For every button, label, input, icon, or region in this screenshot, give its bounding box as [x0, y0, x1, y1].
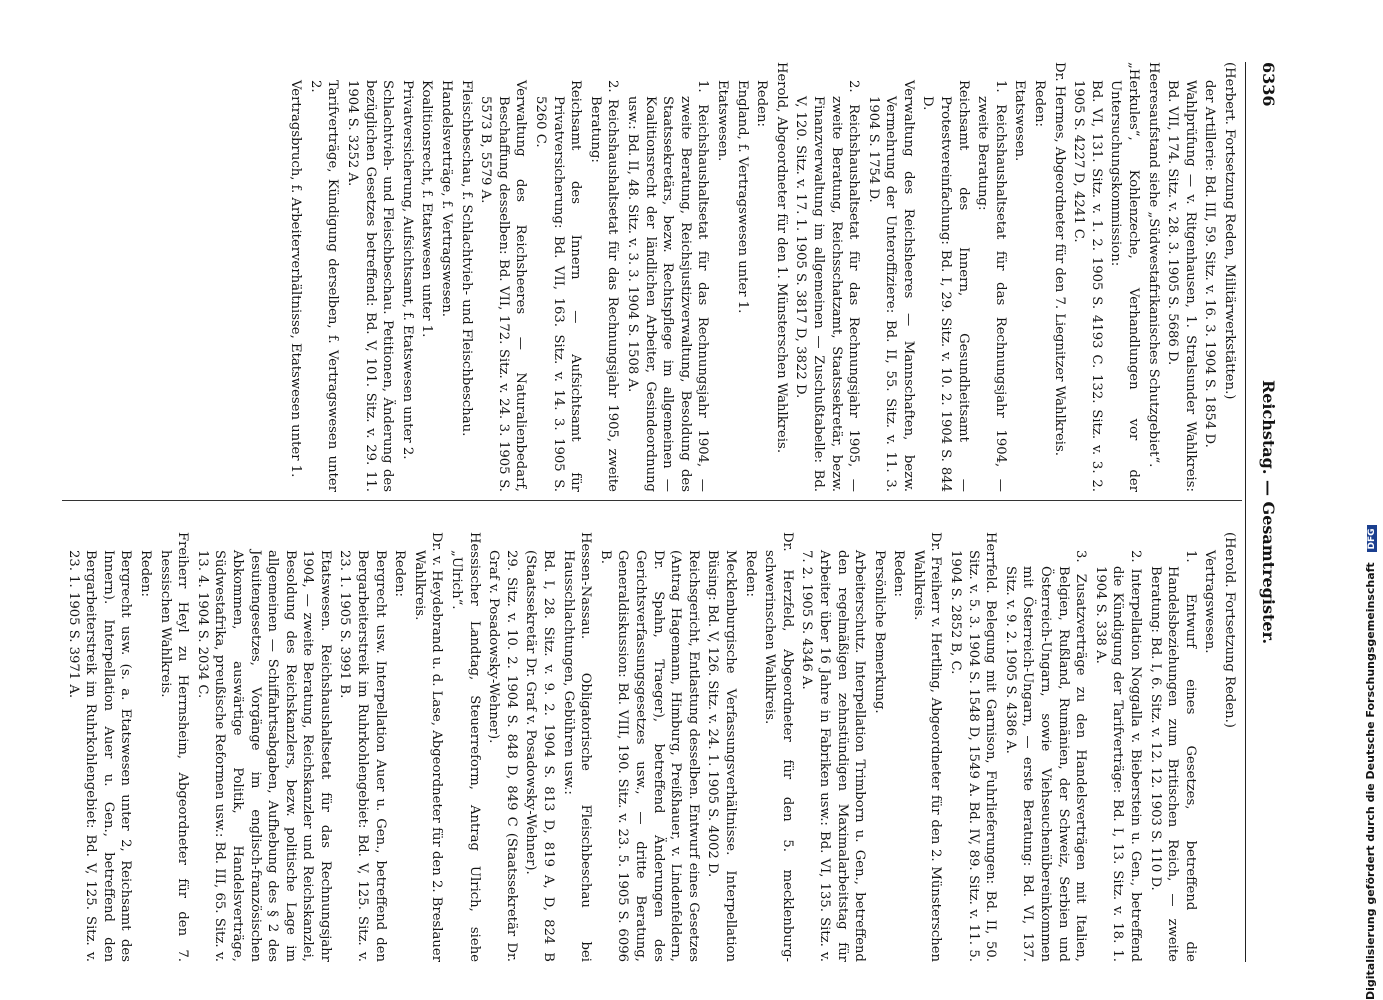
index-entry: 3. Zusatzverträge zu den Handelsverträgen mit Italien, Belgien, Rußland, Rumänien, der Schweiz, Serbien und Österreich-Ungarn, sowie Viehseuchenübereinkommen mit Österreich-Ungarn, — erste Beratung: Bd. VI, 137. Sitz. v. 9. 2. 1905 S. 4386 A. — [1002, 550, 1089, 962]
footer-credit — [1364, 0, 1377, 1000]
index-entry: Reden: — [754, 80, 770, 127]
index-entry: Reden: — [392, 550, 408, 597]
index-entry: Verwaltung des Reichsheeres — Mannschaften, bezw. Vermehrung der Unteroffiziere: Bd. II, 55. Sitz. v. 11. 3. 1904 S. 1754 D. — [865, 80, 916, 492]
index-entry: Bergrecht usw. Interpellation Auer u. Gen., betreffend den Bergarbeiterstreik im Ruhrkohlengebiet: Bd. V, 125. Sitz. v. 23. 1. 1905 S. 3991 B. — [337, 550, 388, 962]
index-entry: 2. Reichshaushaltsetat für das Rechnungsjahr 1905, zweite Beratung: — [587, 80, 621, 492]
index-entry: Arbeiterschutz. Interpellation Trimborn u. Gen., betreffend den regelmäßigen zehnstündigen Maximalarbeitstag für Arbeiter über 16 Jahre in Fabriken usw.: Bd. VI, 135. Sitz. v. 7. 2. 1905 S. 4346 A. — [799, 550, 868, 962]
index-entry: Dr. Hermes, Abgeordneter für den 7. Liegnitzer Wahlkreis. — [1051, 62, 1067, 456]
index-entry: Heeresaufstand siehe „Südwestafrikanisches Schutzgebiet“. — [1145, 62, 1161, 468]
index-entry: Reden: — [891, 550, 907, 597]
index-entry: Bd. VI, 131. Sitz. v. 1. 2. 1905 S. 4193 C. 132. Sitz. v. 3. 2. 1905 S. 4227 D, 4241 C. — [1071, 80, 1104, 492]
footer-text: Digitalisierung gefördert durch die Deutsche Forschungsgemeinschaft — [1364, 562, 1377, 1000]
index-entry: 1. Reichshaushaltsetat für das Rechnungsjahr 1904, — zweite Beratung: — [975, 80, 1008, 492]
index-entry: „Herkules“, Kohlenzeche, Verhandlungen vor der Untersuchungskommission: — [1108, 62, 1142, 492]
right-column — [62, 532, 1238, 962]
left-column — [285, 62, 1238, 492]
index-entry: Reichsgericht, Entlastung desselben. Entwurf eines Gesetzes (Antrag Hagemann, Himburg, Preißhauer, v. Lindenfeldern, Dr. Spahn, Traeger), betreffend Änderungen des Gerichtsverfassungsgesetzes usw., — dritte Beratung, Generaldiskussion: Bd. VIII, 190. Sitz. v. 23. 5. 1905 S. 6096 B. — [597, 550, 701, 962]
index-entry: Fleischbeschau, f. Schlachtvieh- und Fleischbeschau. — [458, 80, 474, 437]
page-number: 6336 — [1259, 62, 1278, 107]
index-entry: Dr. Herzfeld, Abgeordneter für den 5. mecklenburg-schwerinschen Wahlkreis. — [762, 532, 795, 962]
index-entry: Schlachtvieh- und Fleischbeschau. Petitionen, Änderung des bezüglichen Gesetzes betreffend: Bd. V, 101. Sitz. v. 29. 11. 1904 S. 3252 A. — [345, 80, 396, 492]
index-entry: Etatswesen. — [1012, 80, 1028, 162]
index-entry: Reden: — [1032, 80, 1048, 127]
index-entry: Reichsamt des Innern, Gesundheitsamt — Protestvereinfachung: Bd. I, 29. Sitz. v. 10. 2. 1904 S. 844 D. — [920, 80, 971, 492]
index-entry: Privatversicherung, Aufsichtsamt, f. Etatswesen unter 2. — [399, 80, 415, 460]
index-entry: 1. Reichshaushaltsetat für das Rechnungsjahr 1904, — zweite Beratung, Reichsjustizverwaltung, Besoldung des Staatssekretärs, bezw. Rechtspflege im allgemeinen — Koalitionsrecht der ländlichen Arbeiter, Gesindeordnung usw.: Bd. II, 48. Sitz. v. 3. 3. 1904 S. 1508 A. — [625, 80, 711, 492]
index-entry: Handelsverträge, f. Vertragswesen. — [439, 80, 455, 317]
index-entry: Hessischer Landtag, Steuerreform, Antrag Ulrich, siehe „Ulrich“. — [449, 532, 482, 962]
dfg-logo: DFG — [1367, 525, 1377, 552]
index-entry: Bd. I, 28. Sitz. v. 9. 2. 1904 S. 813 D, 819 A, D, 824 B (Staatssekretär Dr. Graf v. Posadowsky-Wehner). — [523, 550, 557, 962]
index-entry: Verwaltung des Reichsheeres — Naturalienbedarf, Beschaffung desselben: Bd. VII, 172. Sitz. v. 24. 3. 1905 S. 5573 B, 5579 A. — [478, 80, 529, 492]
index-entry: Persönliche Bemerkung. — [871, 550, 887, 714]
index-entry: England, f. Vertragswesen unter 1. — [734, 80, 750, 314]
index-entry: der Artillerie: Bd. III, 59. Sitz. v. 16. 3. 1904 S. 1854 D. — [1202, 80, 1218, 448]
index-entry: Herold, Abgeordneter für den 1. Münsterschen Wahlkreis. — [773, 62, 789, 454]
index-entry: Reden: — [742, 550, 758, 597]
column-divider — [62, 500, 1242, 501]
index-entry: (Herbert. Fortsetzung Reden, Militärwerkstätten.) — [1222, 62, 1237, 400]
page-header — [1248, 62, 1278, 962]
index-entry: Koalitionsrecht, f. Etatswesen unter 1. — [419, 80, 435, 338]
index-entry: Wahlprüfung — v. Ritgenhausen, 1. Stralsunder Wahlkreis: Bd. VII, 174. Sitz. v. 28. 3. 1905 S. 5686 D. — [1165, 80, 1198, 492]
index-entry: Reichsamt des Innern — Aufsichtsamt für Privatversicherung: Bd. VII, 163. Sitz. v. 14. 3. 1905 S. 5260 C. — [533, 80, 584, 492]
index-entry: Mecklenburgische Verfassungsverhältnisse. Interpellation Büsing: Bd. V, 126. Sitz. v. 24. 1. 1905 S. 4002 D. — [705, 550, 738, 962]
index-entry: Hessen-Nassau. Obligatorische Fleischbeschau bei Hausschlachtungen, Gebühren usw.: — [560, 532, 594, 962]
index-entry: Tarifverträge, Kündigung derselben, f. Vertragswesen unter 2. — [307, 80, 341, 492]
index-entry: Dr. Freiherr v. Hertling, Abgeordneter für den 2. Münsterschen Wahlkreis. — [910, 532, 944, 962]
index-entry: Freiherr Heyl zu Herrnsheim, Abgeordneter für den 7. hessischen Wahlkreis. — [157, 532, 191, 962]
index-entry: Reden: — [137, 550, 153, 597]
index-entry: Dr. v. Heydebrand u. d. Lase, Abgeordneter für den 2. Breslauer Wahlkreis. — [411, 532, 445, 962]
index-entry: Etatswesen. — [714, 80, 730, 162]
index-entry: (Herold. Fortsetzung Reden.) — [1222, 532, 1237, 728]
index-entry: Vertragsbruch, f. Arbeiterverhältnisse, Etatswesen unter 1. — [288, 80, 304, 478]
index-entry: 2. Reichshaushaltsetat für das Rechnungsjahr 1905, — zweite Beratung, Reichsschatzamt, Staatssekretär, bezw. Finanzverwaltung im allgemeinen — Zuschußtabelle: Bd. V, 120. Sitz. v. 17. 1. 1905 S. 3817 D, 3822 D. — [793, 80, 862, 492]
index-entry: Etatswesen. Reichshaushaltsetat für das Rechnungsjahr 1904, — zweite Beratung, Reichskanzler und Reichskanzlei, Besoldung des Reichskanzlers, bezw. politische Lage im allgemeinen — Schiffahrtsabgaben, Aufhebung des § 2 des Jesuitengesetzes, Vorgänge im englisch-französischen Abkommen, auswärtige Politik, Handelsverträge, Südwestafrika, preußische Reformen usw.: Bd. III, 65. Sitz. v. 13. 4. 1904 S. 2034 C. — [194, 550, 333, 962]
index-entry: 2. Interpellation Noggalla v. Bieberstein u. Gen., betreffend die Kündigung der Tarifverträge: Bd. I, 13. Sitz. v. 18. 1. 1904 S. 338 A. — [1092, 550, 1144, 962]
index-entry: 1. Entwurf eines Gesetzes, betreffend die Handelsbeziehungen zum Britischen Reich, — zweite Beratung: Bd. I, 6. Sitz. v. 12. 12. 1903 S. 110 D. — [1147, 550, 1198, 962]
index-entry: Herrfeld. Belegung mit Garnison, Fuhrlieferungen: Bd. II, 50. Sitz. v. 5. 3. 1904 S. 1548 D, 1549 A. Bd. IV, 89. Sitz. v. 11. 5. 1904 S. 2852 B, C. — [948, 532, 999, 962]
index-entry: Vertragswesen. — [1202, 550, 1218, 654]
index-entry: 29. Sitz. v. 10. 2. 1904 S. 848 D, 849 C (Staatssekretär Dr. Graf v. Posadowsky-Wehner). — [486, 550, 519, 962]
page-title: Reichstag. — Gesamtregister. — [1259, 379, 1278, 645]
index-entry: Bergrecht usw. (s. a. Etatswesen unter 2, Reichsamt des Innern). Interpellation Auer u. Gen., betreffend den Bergarbeiterstreik im Ruhrkohlengebiet: Bd. V, 125. Sitz. v. 23. 1. 1905 S. 3971 A. — [65, 550, 134, 962]
header-rule — [1245, 62, 1246, 962]
